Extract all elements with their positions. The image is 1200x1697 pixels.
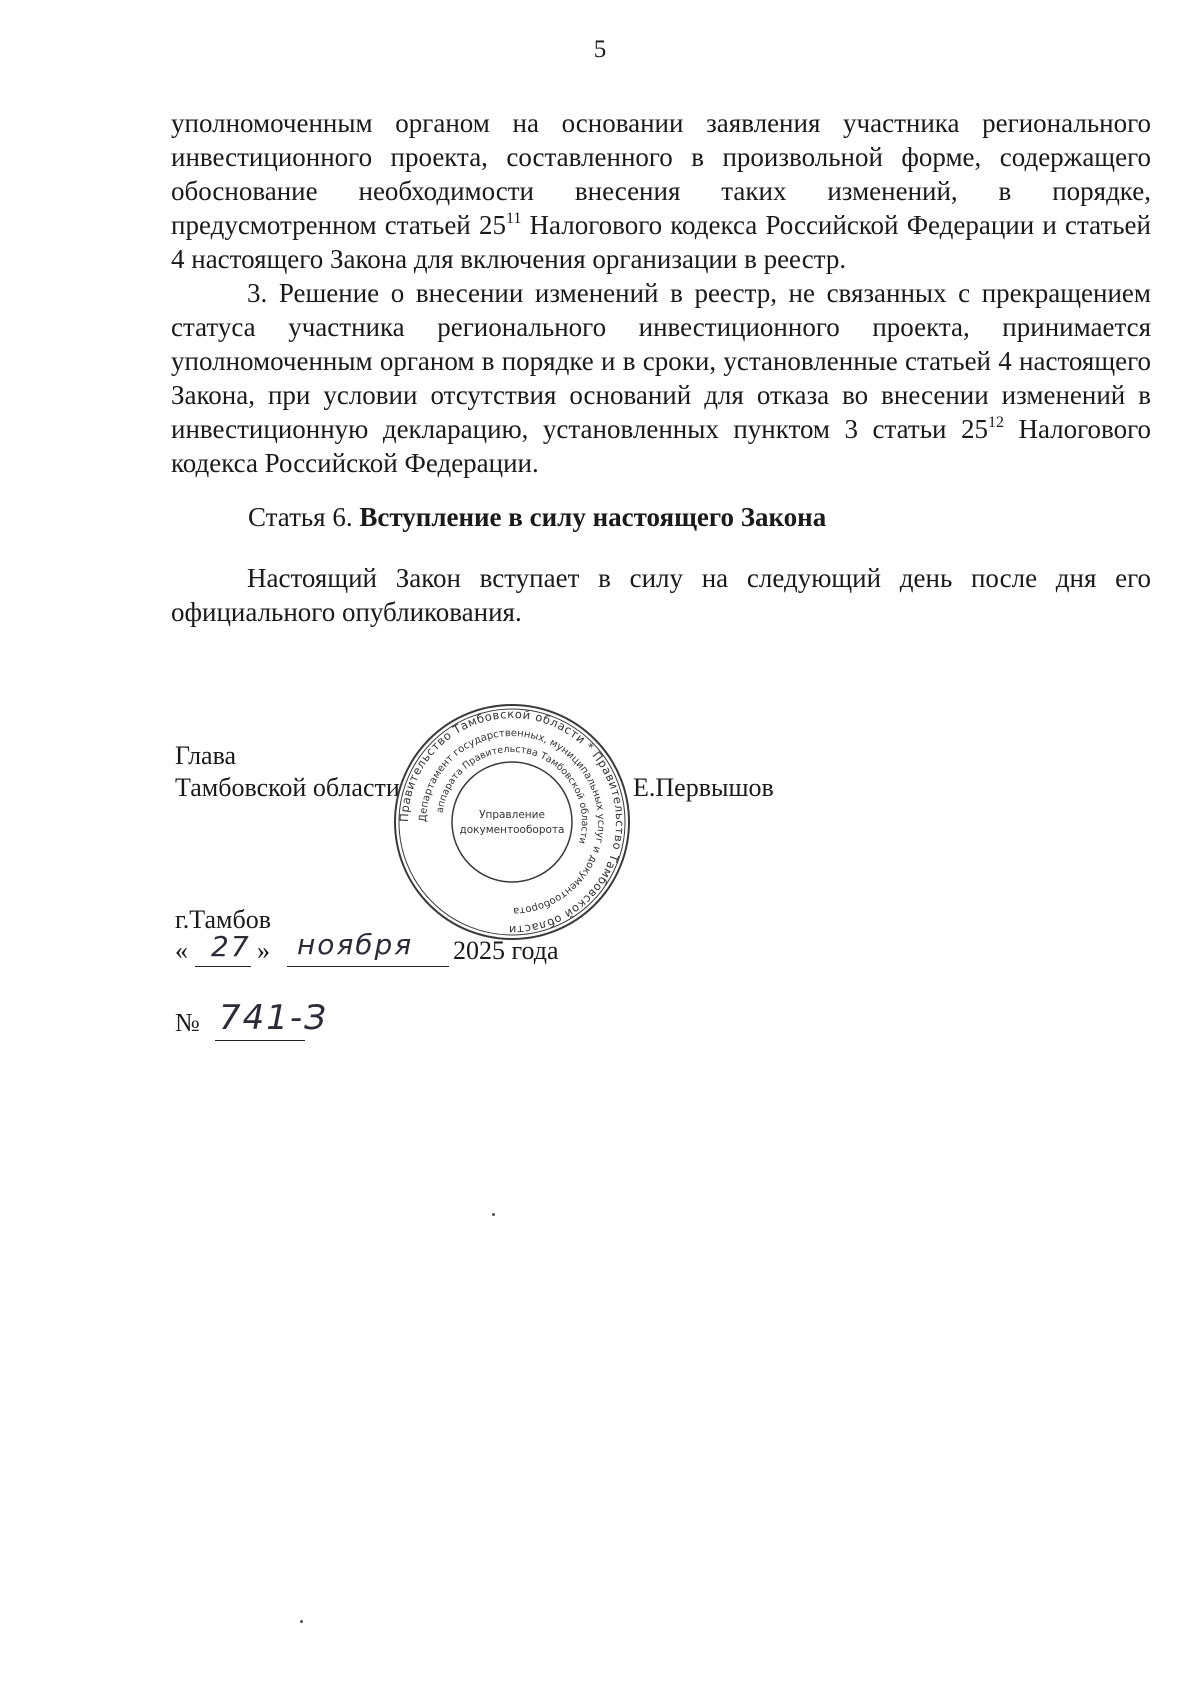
law-number-row xyxy=(175,1000,375,1050)
article-prefix: Статья 6. xyxy=(248,502,353,532)
paragraph-text: уполномоченным органом на основании заявления участника регионального инвестиционного проекта, составленного в произвольной форме, содержащего обоснование необходимости внесения таких изменений, в порядке, предусмотренном статьей 25 xyxy=(171,108,1151,240)
superscript-11: 11 xyxy=(505,210,522,227)
date-row xyxy=(175,928,595,974)
quote-open: « xyxy=(175,936,188,965)
svg-text:Правительство Тамбовской облас xyxy=(397,707,627,937)
quote-close: » xyxy=(257,936,270,965)
signer-position-line2: Тамбовской области xyxy=(175,773,400,802)
seal-center-line2: документооборота xyxy=(459,824,565,836)
paragraph-text-after: Налогового кодекса Российской Федерации. xyxy=(171,414,1152,478)
handwritten-day: 27 xyxy=(211,930,251,963)
handwritten-month: ноября xyxy=(297,928,414,961)
signer-name: Е.Первышов xyxy=(633,773,774,802)
article-6-body: Настоящий Закон вступает в силу на следующий день после дня его официального опубликования. xyxy=(171,563,1151,627)
superscript-12: 12 xyxy=(987,414,1004,431)
seal-inner-text: аппарата Правительства Тамбовской области xyxy=(434,743,591,846)
article-title: Вступление в силу настоящего Закона xyxy=(359,502,827,532)
paragraph-text: 3. Решение о внесении изменений в реестр, не связанных с прекращением статуса участника регионального инвестиционного проекта, принимается уполномоченным органом в порядке и в сроки, установленные статьей 4 настоящего Закона, при условии отсутствия оснований для отказа во внесении изменений в инвестиционную декларацию, установленных пунктом 3 статьи 25 xyxy=(171,278,1151,444)
handwritten-law-number: 741-З xyxy=(219,998,328,1038)
article-6-heading xyxy=(248,500,826,534)
day-underline xyxy=(195,966,251,967)
paragraph-continuation xyxy=(171,106,1151,276)
scan-speck xyxy=(300,1620,303,1623)
official-seal xyxy=(392,702,632,942)
month-underline xyxy=(287,966,449,967)
number-sign: № xyxy=(175,1008,200,1037)
svg-text:Департамент государственных, м xyxy=(418,728,606,916)
paragraph-item-3 xyxy=(171,276,1151,480)
scan-speck xyxy=(492,1213,495,1216)
number-underline xyxy=(215,1040,305,1041)
seal-center-line1: Управление xyxy=(479,809,545,821)
seal-outer-text: Правительство Тамбовской области * Правительство Тамбовской области xyxy=(396,706,628,938)
page-number: 5 xyxy=(593,36,607,63)
paragraph-text-after: Налогового кодекса Российской Федерации и статьей 4 настоящего Закона для включения организации в реестр. xyxy=(171,210,1151,274)
year: 2025 года xyxy=(453,936,559,965)
city: г.Тамбов xyxy=(175,905,271,934)
signer-position-line1: Глава xyxy=(175,741,237,770)
seal-middle-text: Департамент государственных, муниципальных услуг и документооборота xyxy=(417,727,607,917)
